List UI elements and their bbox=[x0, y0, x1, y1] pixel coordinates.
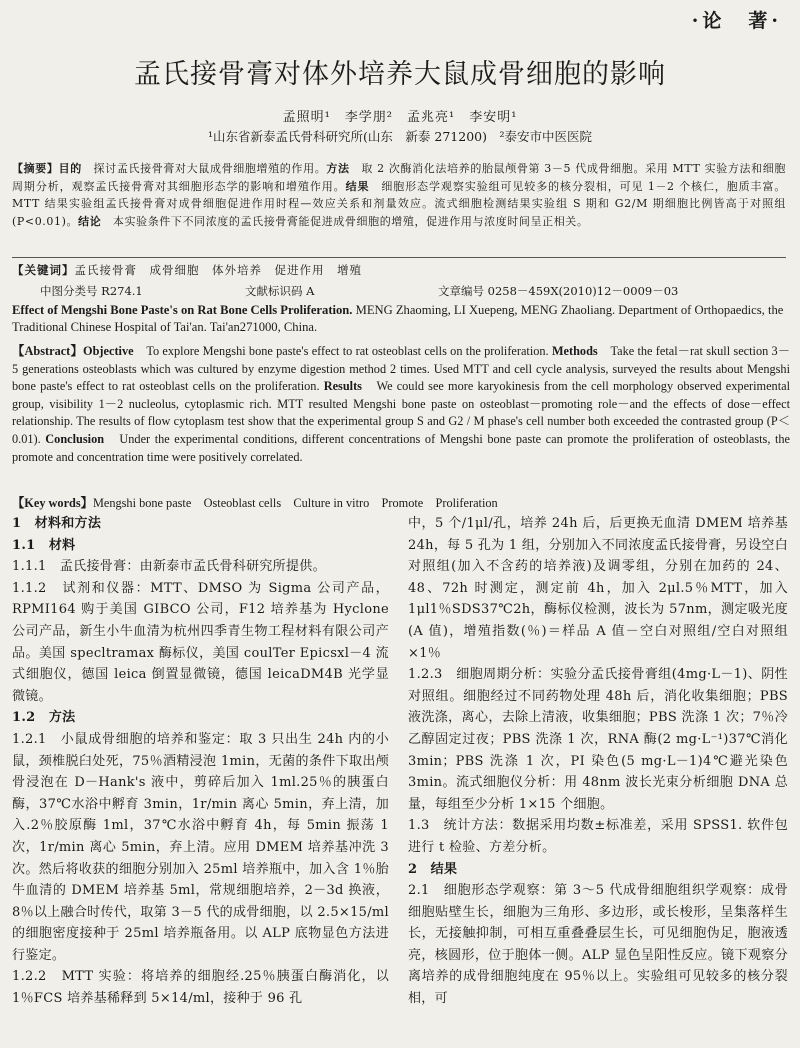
section-tag: ·论 著· bbox=[691, 10, 782, 32]
body-paragraph: 中，5 个/1μl/孔，培养 24h 后，后更换无血清 DMEM 培养基 24h，每 5 孔为 1 组，分别加入不同浓度孟氏接骨膏，另设空白对照组(加入不含药的培养液)及调零组，分别在加药的 24、48、72h 时测定，测定前 4h，加入 2μl.5％MTT，加入 1μl1％SDS37℃2h，酶标仪检测，波长为 57nm，测定吸光度(A 值)，增殖指数(％)＝样品 A 值－空白对照组/空白对照组×1％ bbox=[408, 516, 788, 661]
en-results-label: Results bbox=[323, 379, 362, 394]
en-methods-text: Take the fetal－rat skull section 3－5 generations osteoblasts which was cultured by enzyme digestion method 2 times. Used MTT and cell cycle analysis, surveyed the results about Mengshi bone paste's effect to rat osteoblast cells on the proliferation. bbox=[12, 344, 790, 394]
keywords-label: 【关键词】 bbox=[12, 263, 75, 277]
methods-text: 取 2 次酶消化法培养的胎鼠颅骨第 3－5 代成骨细胞。采用 MTT 实验方法和细胞周期分析，观察孟氏接骨膏对其细胞形态学的影响和增殖作用。 bbox=[12, 162, 787, 193]
keywords bbox=[12, 262, 362, 278]
en-results-text: We could see more karyokinesis from the cell morphology observed experimental group, visibility 1－2 nucleolus, cytoplasmic rich. MTT resulted Mengshi bone paste on osteoblast－promoting role－and the effects of dose－effect relationship. The results of flow cytoplasm test show that the experimental group S and G2 / M phase's cell number both exceeded the contrasted group (P＜0.01). bbox=[12, 379, 790, 446]
body-paragraph: 2.1 细胞形态学观察：第 3～5 代成骨细胞组织学观察：成骨细胞贴壁生长，细胞为三角形、多边形，或长梭形，呈集落样生长，无接触抑制，可相互重叠叠层生长，可见细胞伪足，胞液透亮，核圆形，位于胞体一侧。ALP 显色呈阳性反应。镜下观察分离培养的成骨细胞纯度在 95％以上。实验组可见较多的核分裂相，可 bbox=[408, 883, 788, 1007]
conclusion-text: 本实验条件下不同浓度的孟氏接骨膏能促进成骨细胞的增殖，促进作用与浓度时间呈正相关。 bbox=[112, 214, 589, 228]
body-column-left bbox=[12, 513, 389, 1010]
article-number: 文章编号 0258－459X(2010)12－0009－03 bbox=[438, 284, 679, 298]
results-text: 细胞形态学观察实验组可见较多的核分裂相，可见 1－2 个核仁，胞质丰富。MTT 结果实验组孟氏接骨膏对成骨细胞促进作用时程—效应关系和剂量效应。流式细胞检测结果实验组 S 期和 G2/M 期细胞比例皆高于对照组(P<0.01)。 bbox=[12, 179, 786, 228]
en-conclusion-text: Under the experimental conditions, different concentrations of Mengshi bone paste can promote the proliferation of osteoblasts, the promote and concentration time were positively correlated. bbox=[12, 431, 790, 464]
clc-number: 中图分类号 R274.1 bbox=[40, 284, 143, 298]
english-authors: MENG Zhaoming, LI Xuepeng, MENG Zhaoliang. Department of Orthopaedics, the Traditional Chinese Hospital of Tai'an. Tai'an271000, China. bbox=[12, 303, 784, 334]
en-methods-label: Methods bbox=[551, 344, 598, 358]
english-abstract bbox=[12, 343, 790, 466]
methods-label: 方法 bbox=[326, 162, 350, 175]
objective-text: 探讨孟氏接骨膏对大鼠成骨细胞增殖的作用。 bbox=[93, 162, 327, 175]
en-objective-text: To explore Mengshi bone paste's effect to rat osteoblast cells on the proliferation. bbox=[146, 344, 549, 358]
en-objective-label: Objective bbox=[83, 344, 134, 358]
section-heading: 1 材料和方法 bbox=[12, 516, 102, 531]
body-paragraph: 1.1.1 孟氏接骨膏：由新泰市孟氏骨科研究所提供。 bbox=[12, 559, 326, 575]
results-label: 结果 bbox=[345, 179, 370, 193]
body-paragraph: 1.2.3 细胞周期分析：实验分孟氏接骨膏组(4mg·L－1)、阴性对照组。细胞经过不同药物处理 48h 后，消化收集细胞；PBS 液洗涤，离心，去除上清液，收集细胞；PBS 洗涤 1 次；7％冷乙醇固定过夜；PBS 洗涤 1 次，RNA 酶(2 mg·L⁻¹)37℃消化 3min；PBS 洗涤 1 次，PI 染色(5 mg·L－1)4℃避光染色 3min。流式细胞仪分析：用 48nm 波长光束分析细胞 DNA 总量，每组至少分析 1×15 个细胞。 bbox=[408, 667, 788, 812]
chinese-abstract bbox=[12, 160, 786, 230]
author-list: 孟照明¹ 李学朋² 孟兆亮¹ 李安明¹ bbox=[282, 110, 518, 125]
en-conclusion-label: Conclusion bbox=[45, 431, 105, 446]
english-title: Effect of Mengshi Bone Paste's on Rat Bone Cells Proliferation. bbox=[12, 303, 353, 317]
english-title-block bbox=[12, 302, 790, 336]
section-heading: 2 结果 bbox=[408, 861, 458, 877]
en-abstract-label: 【Abstract】 bbox=[12, 344, 84, 358]
affiliation: ¹山东省新泰孟氏骨科研究所(山东 新泰 271200) ²泰安市中医医院 bbox=[208, 129, 592, 144]
keywords-text: 孟氏接骨膏 成骨细胞 体外培养 促进作用 增殖 bbox=[74, 263, 362, 277]
en-keywords-text: Mengshi bone paste Osteoblast cells Culture in vitro Promote Proliferation bbox=[92, 496, 498, 510]
abstract-label: 【摘要】 bbox=[12, 162, 59, 175]
body-paragraph: 1.2.1 小鼠成骨细胞的培养和鉴定：取 3 只出生 24h 内的小鼠，颈椎脱臼处死，75％酒精浸泡 1min，无菌的条件下取出颅骨浸泡在 D－Hank's 液中，剪碎后加入 1ml.25％的胰蛋白酶，37℃水浴中孵育 3min，1r/min 离心 5min，弃上清，加入.2％胶原酶 1ml，37℃水浴中孵育 4h，每 5min 振荡 1 次，1r/min 离心 5min，弃上清。应用 DMEM 培养基冲洗 3 次。然后将收获的细胞分别加入 25ml 培养瓶中，加入含 1％胎牛血清的 DMEM 培养基 5ml，常规细胞培养，2－3d 换液，8％以上融合时传代，取第 3－5 代的成骨细胞，以 2.5×15/ml 的细胞密度接种于 25ml 培养瓶备用。以 ALP 底物显色方法进行鉴定。 bbox=[12, 731, 389, 963]
document-code: 文献标识码 A bbox=[245, 284, 315, 298]
article-title: 孟氏接骨膏对体外培养大鼠成骨细胞的影响 bbox=[134, 59, 666, 90]
body-column-right bbox=[408, 513, 788, 1010]
english-keywords bbox=[12, 493, 498, 511]
conclusion-label: 结论 bbox=[78, 214, 102, 228]
body-paragraph: 1.2.2 MTT 实验：将培养的细胞经.25％胰蛋白酶消化，以 1％FCS 培养基稀释到 5×14/ml，接种于 96 孔 bbox=[12, 969, 389, 1007]
divider bbox=[12, 257, 786, 258]
section-heading: 1.1 材料 bbox=[12, 537, 76, 553]
body-paragraph: 1.3 统计方法：数据采用均数±标准差，采用 SPSS1. 软件包进行 t 检验、方差分析。 bbox=[408, 818, 788, 855]
objective-label: 目的 bbox=[58, 162, 82, 175]
section-heading: 1.2 方法 bbox=[12, 710, 76, 726]
en-keywords-label: 【Key words】 bbox=[12, 496, 93, 510]
body-paragraph: 1.1.2 试剂和仪器：MTT、DMSO 为 Sigma 公司产品，RPMI164 购于美国 GIBCO 公司，F12 培养基为 Hyclone 公司产品，新生小牛血清为杭州四季青生物工程材料有限公司产品。美国 specltramax 酶标仪，美国 coulTer Epicsxl－4 流式细胞仪，德国 leica 倒置显微镜，德国 leicaDM4B 光学显微镜。 bbox=[12, 580, 389, 704]
